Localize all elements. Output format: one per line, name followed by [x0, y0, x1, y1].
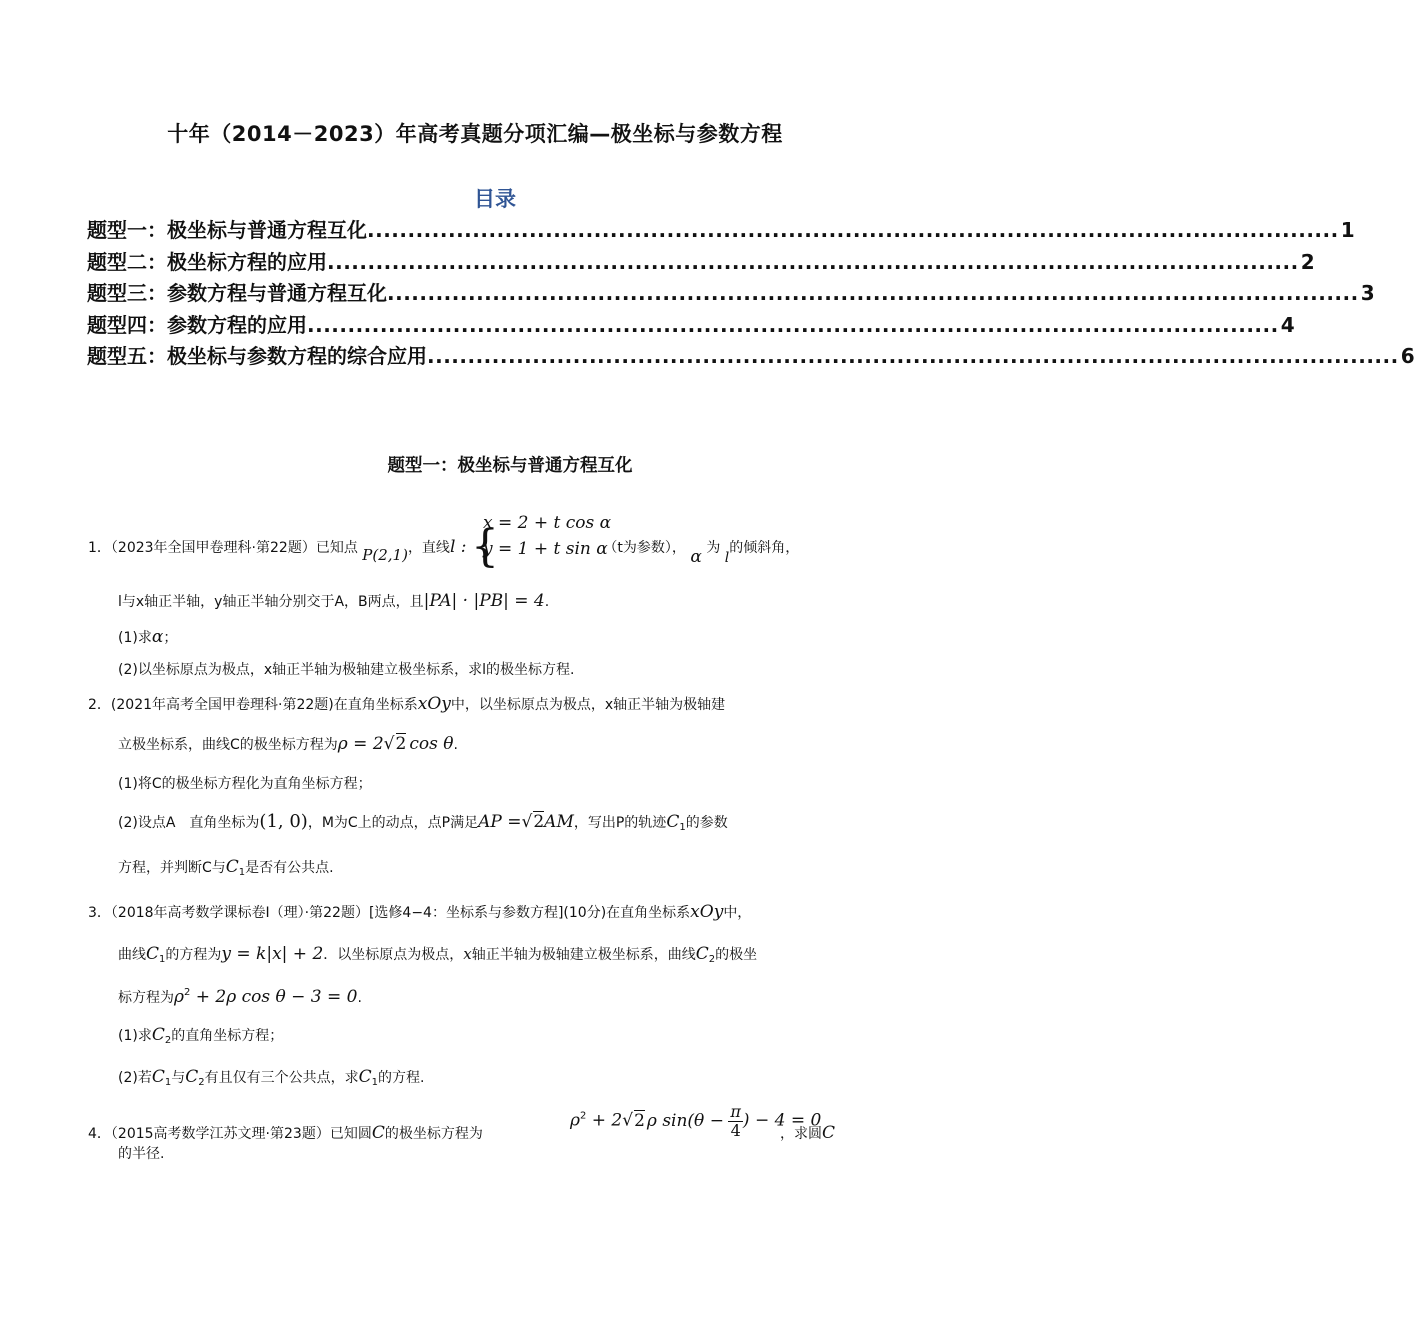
q3-part1	[118, 1025, 283, 1051]
q4-line2: 的半径.	[118, 1146, 165, 1162]
toc-item-label: 题型二：极坐标方程的应用	[87, 249, 327, 274]
q1-line2	[118, 591, 549, 612]
q3-p2-c1-sub: 1	[164, 1077, 172, 1088]
q3-p2-c1: C	[151, 1067, 165, 1087]
q3-l2d: 轴正半轴为极轴建立极坐标系，曲线	[471, 947, 696, 963]
q3-l3a: 标方程为	[118, 990, 174, 1006]
q1-eq2: y = 1 + t sin α	[482, 539, 608, 559]
q2-intro: 在直角坐标系	[333, 697, 418, 713]
q3-line1	[88, 902, 751, 923]
toc-leader: ........................................................................................................................	[307, 312, 1279, 337]
q3-line3	[118, 983, 362, 1008]
q4-rho: ρ	[570, 1110, 580, 1131]
q4-eqd: ) − 4 = 0	[742, 1110, 822, 1131]
q1-part1-alpha: α	[151, 627, 164, 647]
q1-line1	[88, 513, 800, 572]
q3-rho-sup: 2	[184, 987, 191, 998]
toc-item[interactable]	[87, 340, 1415, 372]
q2-rest2: 立极坐标系，曲线C的极坐标方程为	[118, 737, 338, 753]
toc-leader: ........................................................................................................................	[387, 281, 1359, 305]
q1-point: P(2,1)	[362, 546, 408, 564]
toc-leader: ........................................................................................................................	[427, 344, 1399, 368]
q1-param: （t为参数），	[603, 540, 686, 556]
q1-line-name: l :	[449, 537, 467, 557]
toc-heading: 目录	[474, 187, 516, 211]
q3-l2a: 曲线	[118, 947, 146, 963]
q2-number: 2．	[88, 697, 111, 713]
q2-c1-sub: 1	[679, 822, 686, 833]
q4-four: 4	[730, 1121, 741, 1140]
q3-c2: C	[695, 944, 709, 964]
q3-p1b: 的直角坐标方程；	[171, 1028, 284, 1044]
toc-item-page: 4	[1280, 312, 1295, 337]
q1-dot: .	[544, 594, 550, 610]
toc-item-page: 6	[1400, 344, 1415, 368]
q3-c1-sub: 1	[159, 954, 166, 965]
q3-p2-c1b-sub: 1	[371, 1077, 379, 1088]
toc-item[interactable]	[87, 277, 1375, 309]
q4-source: （2015高考数学江苏文理·第23题）	[110, 1126, 330, 1142]
q3-p2d: 的方程.	[378, 1070, 425, 1086]
q4-sqrt-arg: 2	[634, 1110, 645, 1131]
q3-line2	[118, 944, 757, 970]
q2-part2	[118, 812, 728, 838]
q3-p2-c2: C	[185, 1067, 199, 1087]
q2-source: (2021年高考全国甲卷理科·第22题)	[110, 697, 334, 713]
q3-l2b: 的方程为	[165, 947, 222, 963]
q4-c2: C	[822, 1123, 836, 1143]
q3-p2-c1b: C	[358, 1067, 372, 1087]
toc-item[interactable]	[87, 246, 1315, 278]
q3-eq2: + 2ρ cos θ − 3 = 0	[190, 987, 358, 1007]
q4-eqc: ρ sin(θ −	[646, 1110, 724, 1131]
q3-part2	[118, 1067, 424, 1093]
q2-part3-b: 是否有公共点.	[245, 860, 334, 876]
q2-part1: (1)将C的极坐标方程化为直角坐标方程；	[118, 776, 372, 792]
q4-tail-text: ，求圆	[780, 1126, 822, 1142]
toc-leader: ........................................................................................................................	[367, 218, 1339, 242]
q2-point: (1, 0)	[259, 811, 308, 832]
q1-incline: 的倾斜角，	[729, 540, 800, 556]
q3-intro: 在直角坐标系	[606, 905, 691, 921]
q4-tail	[780, 1123, 835, 1144]
q3-number: 3．	[88, 905, 111, 921]
q1-part2: (2)以坐标原点为极点，x轴正半轴为极轴建立极坐标系，求l的极坐标方程.	[118, 662, 575, 678]
q3-p2c: 有且仅有三个公共点，求	[204, 1070, 359, 1086]
q3-rho: ρ	[174, 987, 184, 1007]
brace-symbol: {	[470, 521, 499, 572]
q2-part3-a: 方程，并判断C与	[118, 860, 226, 876]
q4-pi: π	[730, 1102, 741, 1121]
q2-cos: cos θ	[409, 734, 454, 754]
q2-part2-c: ，写出P的轨迹	[573, 815, 667, 831]
q1-eq1: x = 2 + t cos α	[482, 513, 612, 533]
q3-c2-sub: 2	[708, 954, 716, 965]
q1-condition: |PA| · |PB| = 4	[423, 591, 545, 611]
q1-number: 1．	[88, 540, 111, 556]
q4-line1	[88, 1123, 483, 1144]
toc-item-page: 2	[1300, 249, 1315, 274]
q3-p1a: (1)求	[118, 1028, 152, 1044]
q2-sqrt-arg: 2	[395, 734, 407, 754]
q3-l2e: 的极坐	[715, 947, 758, 963]
toc-item-label: 题型四：参数方程的应用	[87, 312, 307, 337]
q2-eq: ρ = 2	[337, 734, 384, 754]
toc-item-page: 3	[1360, 281, 1375, 305]
q1-part1-a: (1)求	[118, 630, 152, 646]
q3-source: （2018年高考数学课标卷Ⅰ（理）·第22题）	[110, 905, 369, 921]
q2-line1	[88, 694, 725, 715]
sqrt-symbol: √	[622, 1110, 634, 1131]
q2-rest1: 中，以坐标原点为极点，x轴正半轴为极轴建	[450, 697, 726, 713]
q2-c1-sub-b: 1	[238, 867, 246, 878]
q1-line-label: ，直线	[407, 540, 450, 556]
q4-rho-sup: 2	[580, 1110, 587, 1122]
q2-part3	[118, 857, 334, 883]
q4-number: 4．	[88, 1126, 111, 1142]
q2-am: AM	[544, 812, 574, 832]
q1-is: 为	[706, 540, 721, 556]
q4-c: C	[371, 1123, 385, 1143]
q4-fraction	[728, 1103, 743, 1140]
q2-part2-a: (2)设点A 直角坐标为	[118, 815, 260, 831]
q4-eqb: + 2	[586, 1110, 623, 1131]
q3-xoy: xOy	[690, 902, 724, 922]
q1-alpha: α	[690, 547, 702, 567]
toc-item-label: 题型一：极坐标与普通方程互化	[87, 218, 367, 242]
q1-l: l	[724, 550, 730, 566]
q2-ap: AP =	[478, 812, 522, 832]
q3-x: x	[463, 945, 472, 963]
q1-part1-b: ；	[163, 630, 178, 646]
q1-source: （2023年全国甲卷理科·第22题）	[110, 540, 316, 556]
q2-c1: C	[666, 812, 680, 832]
q2-ap-sqrt-arg: 2	[533, 812, 545, 832]
q4-mid: 的极坐标方程为	[384, 1126, 483, 1142]
q3-l2c: ．以坐标原点为极点，	[323, 947, 464, 963]
q3-topic: [选修4−4：坐标系与参数方程](10分)	[368, 905, 607, 921]
q3-mid: 中，	[723, 905, 752, 921]
toc-item-page: 1	[1340, 218, 1355, 242]
q2-part2-d: 的参数	[685, 815, 728, 831]
q1-line2-text: l与x轴正半轴，y轴正半轴分别交于A，B两点，且	[118, 594, 424, 610]
table-of-contents	[87, 214, 1415, 372]
q3-p1-c2: C	[151, 1025, 165, 1045]
q3-p2a: (2)若	[118, 1070, 152, 1086]
q3-dot: .	[357, 990, 362, 1006]
toc-leader: ........................................................................................................................	[327, 249, 1299, 274]
q3-p2-c2-sub: 2	[198, 1077, 205, 1088]
toc-item[interactable]	[87, 309, 1295, 341]
q3-c1: C	[146, 944, 160, 964]
q1-part1	[118, 627, 177, 648]
toc-item-label: 题型五：极坐标与参数方程的综合应用	[87, 344, 427, 368]
q1-equation-system	[470, 513, 612, 572]
toc-item-label: 题型三：参数方程与普通方程互化	[87, 281, 387, 305]
q2-c1-b: C	[225, 857, 239, 877]
q4-intro: 已知圆	[329, 1126, 372, 1142]
document-title: 十年（2014－2023）年高考真题分项汇编—极坐标与参数方程	[167, 122, 783, 146]
q1-intro: 已知点	[315, 540, 358, 556]
q3-p2b: 与	[171, 1070, 186, 1086]
q2-xoy: xOy	[417, 694, 451, 714]
sqrt-symbol: √	[383, 734, 395, 754]
q3-p1-c2-sub: 2	[164, 1035, 172, 1046]
q2-part2-b: ，M为C上的动点，点P满足	[307, 815, 479, 831]
q2-line2: 立极坐标系，曲线C的极坐标方程为ρ = 2√2 cos θ.	[118, 734, 458, 754]
section-heading: 题型一：极坐标与普通方程互化	[387, 456, 633, 476]
q3-eq1: y = k|x| + 2	[221, 944, 324, 964]
toc-item[interactable]	[87, 214, 1355, 246]
sqrt-symbol: √	[521, 812, 533, 832]
